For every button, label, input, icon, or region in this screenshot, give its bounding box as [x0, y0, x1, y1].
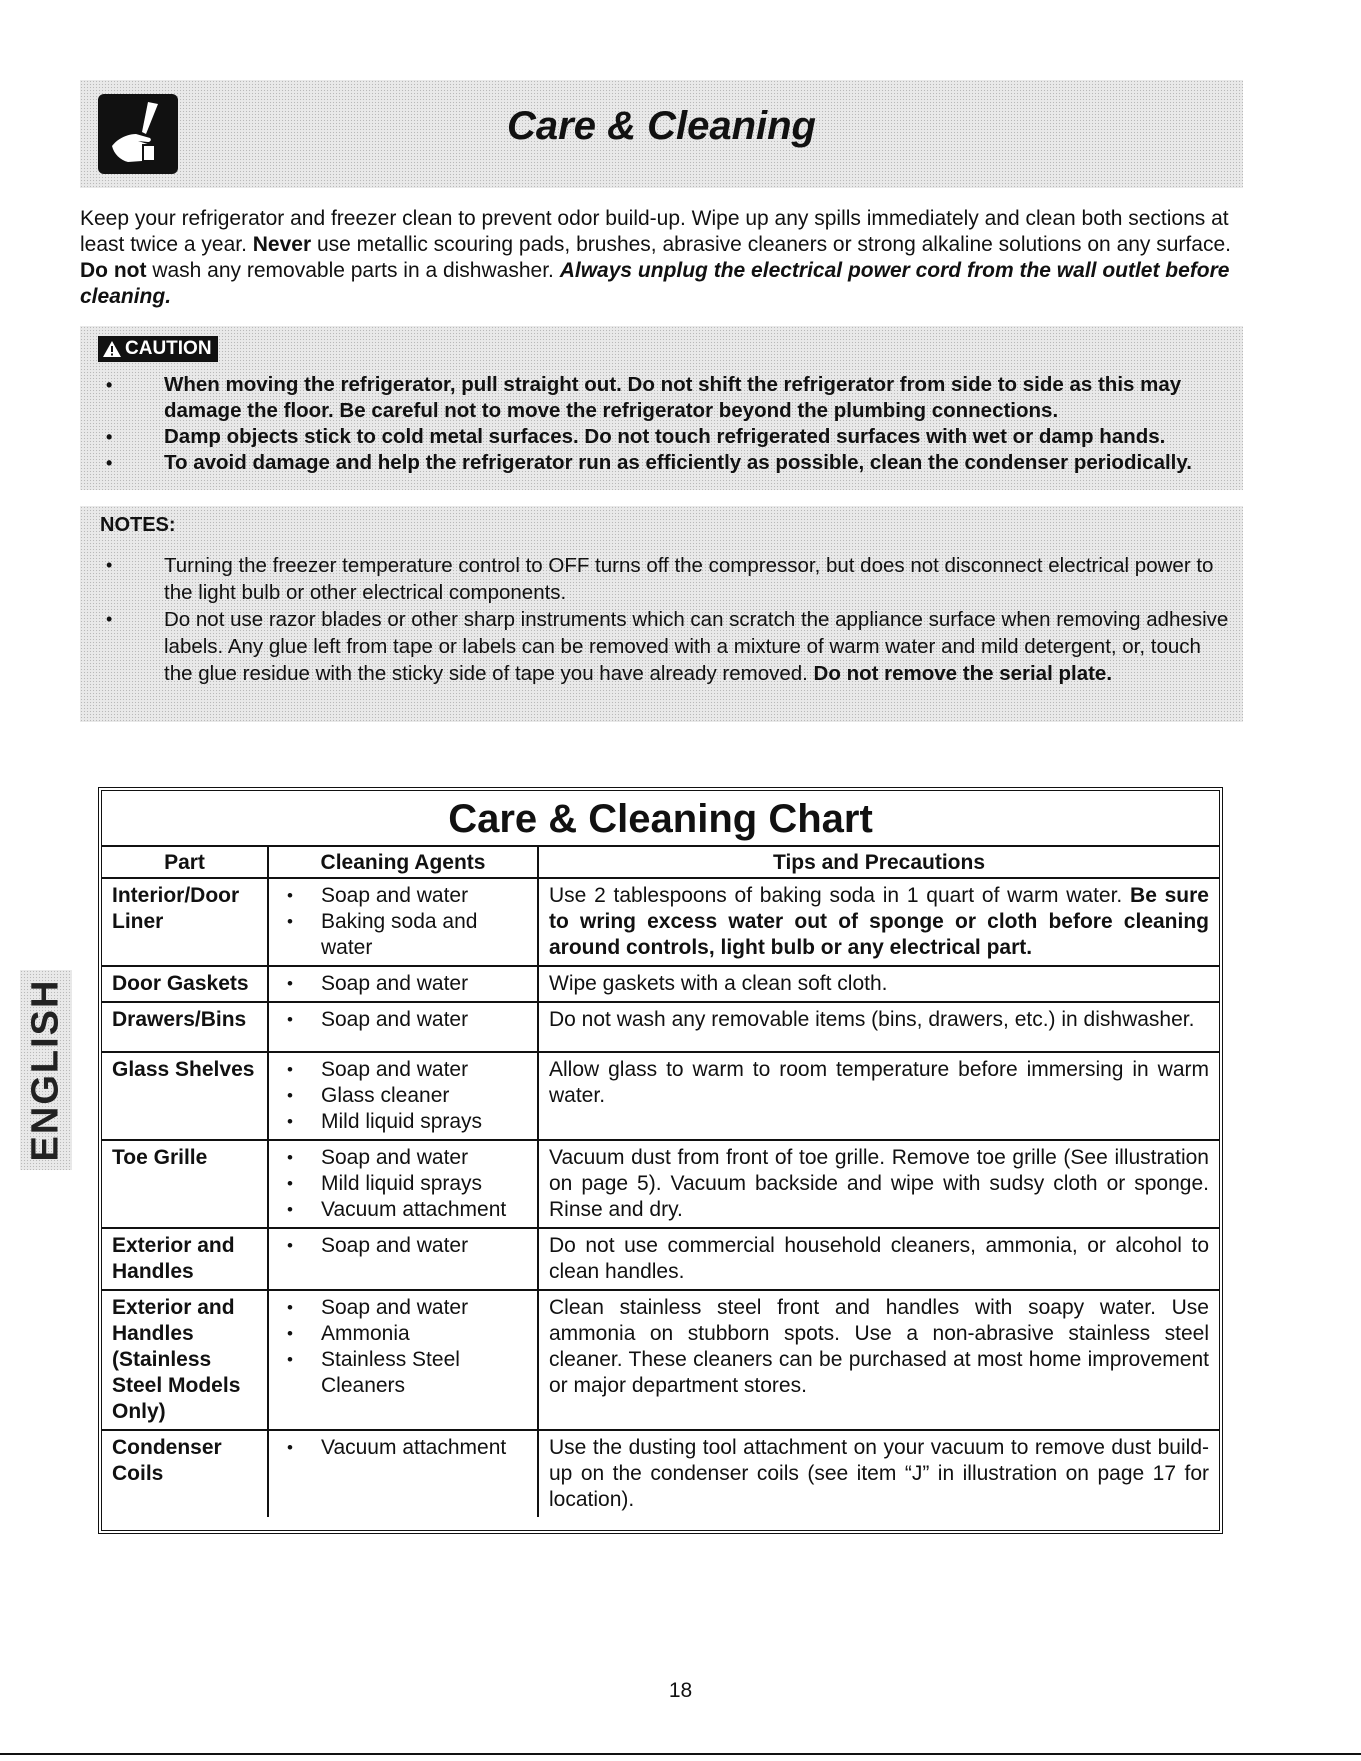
- part-cell: Exterior and Handles (Stainless Steel Models Only): [102, 1290, 268, 1430]
- intro-text-3: wash any removable parts in a dishwasher.: [146, 259, 560, 282]
- tips-text: Do not use commercial household cleaners, ammonia, or alcohol to clean handles.: [549, 1234, 1209, 1283]
- part-cell: Glass Shelves: [102, 1052, 268, 1140]
- warning-triangle-icon: [102, 340, 122, 358]
- notes-box: [80, 506, 1243, 722]
- agents-list: [279, 1145, 527, 1223]
- table-header-row: [102, 847, 1219, 878]
- tips-text: Wipe gaskets with a clean soft cloth.: [549, 972, 888, 995]
- table-row: [102, 1140, 1219, 1228]
- agents-cell: [268, 1140, 538, 1228]
- list-item: • Stainless Steel Cleaners: [279, 1347, 527, 1399]
- list-item: • Soap and water: [279, 1145, 527, 1171]
- tips-text: Use 2 tablespoons of baking soda in 1 quart of warm water.: [549, 884, 1131, 907]
- list-item: • To avoid damage and help the refrigerator run as efficiently as possible, clean the condenser periodically.: [94, 450, 1233, 476]
- agents-list: [279, 883, 527, 961]
- tips-text: Allow glass to warm to room temperature before immersing in warm water.: [549, 1058, 1209, 1107]
- chart-title: Care & Cleaning Chart: [102, 791, 1219, 847]
- list-item: • Soap and water: [279, 1295, 527, 1321]
- part-cell: Condenser Coils: [102, 1430, 268, 1517]
- tips-cell: [538, 1140, 1219, 1228]
- intro-do-not: Do not: [80, 259, 147, 282]
- list-item: • Soap and water: [279, 1233, 527, 1259]
- list-item: [94, 606, 1233, 687]
- agents-cell: [268, 1228, 538, 1290]
- language-side-tab: [20, 970, 72, 1170]
- list-item: • Vacuum attachment: [279, 1197, 527, 1223]
- table-row: [102, 966, 1219, 1002]
- intro-text-2: use metallic scouring pads, brushes, abrasive cleaners or strong alkaline solutions on any surface.: [311, 233, 1231, 256]
- agents-list: [279, 1233, 527, 1259]
- list-item: • Mild liquid sprays: [279, 1109, 527, 1135]
- caution-list: [94, 372, 1233, 476]
- agents-cell: [268, 1430, 538, 1517]
- part-cell: Exterior and Handles: [102, 1228, 268, 1290]
- list-item: • Soap and water: [279, 1057, 527, 1083]
- part-cell: Drawers/Bins: [102, 1002, 268, 1052]
- list-item: [94, 552, 1233, 606]
- list-item: • Mild liquid sprays: [279, 1171, 527, 1197]
- agents-list: [279, 971, 527, 997]
- list-item: • Damp objects stick to cold metal surfaces. Do not touch refrigerated surfaces with wet or damp hands.: [94, 424, 1233, 450]
- page-title: Care & Cleaning: [507, 104, 816, 148]
- table-row: [102, 1430, 1219, 1517]
- agents-list: [279, 1057, 527, 1135]
- column-header-agents: Cleaning Agents: [268, 847, 538, 878]
- tips-cell: [538, 1290, 1219, 1430]
- list-item: • Baking soda and water: [279, 909, 527, 961]
- agents-cell: [268, 878, 538, 966]
- tips-cell: [538, 878, 1219, 966]
- intro-paragraph: [80, 206, 1250, 310]
- list-item: • When moving the refrigerator, pull straight out. Do not shift the refrigerator from side to side as this may damage the floor. Be careful not to move the refrigerator beyond the plumbing connections.: [94, 372, 1233, 424]
- agents-list: [279, 1295, 527, 1399]
- tips-cell: [538, 1002, 1219, 1052]
- cleaning-table: [102, 847, 1219, 1517]
- tips-cell: [538, 1430, 1219, 1517]
- agents-list: [279, 1007, 527, 1033]
- note-text: Do not use razor blades or other sharp instruments which can scratch the appliance surface when removing adhesive labels. Any glue left from tape or labels can be removed with a mixture of warm water and mild detergent, or, touch the glue residue with the sticky side of tape you have already removed.: [164, 608, 1229, 685]
- agents-cell: [268, 966, 538, 1002]
- list-item: • Soap and water: [279, 1007, 527, 1033]
- list-item: • Vacuum attachment: [279, 1435, 527, 1461]
- page-number: 18: [668, 1679, 693, 1702]
- table-row: [102, 1052, 1219, 1140]
- table-row: [102, 1290, 1219, 1430]
- part-cell: Interior/Door Liner: [102, 878, 268, 966]
- list-item: • Ammonia: [279, 1321, 527, 1347]
- tips-cell: [538, 966, 1219, 1002]
- tips-cell: [538, 1228, 1219, 1290]
- part-cell: Toe Grille: [102, 1140, 268, 1228]
- tips-cell: [538, 1052, 1219, 1140]
- notes-label: NOTES:: [100, 514, 176, 536]
- note-bold-text: Do not remove the serial plate.: [813, 662, 1113, 685]
- part-cell: Door Gaskets: [102, 966, 268, 1002]
- intro-text-1: Keep your refrigerator and freezer clean to prevent odor build-up. Wipe up any spills immediately and clean both sections at least twice a year.: [80, 207, 1229, 256]
- section-header: [80, 80, 1243, 188]
- list-item: • Soap and water: [279, 971, 527, 997]
- intro-warning: Always unplug the electrical power cord from the wall outlet before cleaning.: [80, 259, 1230, 308]
- bottom-rule: [0, 1753, 1361, 1755]
- intro-never: Never: [252, 233, 312, 256]
- caution-label-text: CAUTION: [125, 338, 212, 359]
- table-body: [102, 878, 1219, 1517]
- column-header-tips: Tips and Precautions: [538, 847, 1219, 878]
- tips-text: Use the dusting tool attachment on your vacuum to remove dust build-up on the condenser coils (see item “J” in illustration on page 17 for location).: [549, 1436, 1209, 1511]
- agents-cell: [268, 1290, 538, 1430]
- agents-cell: [268, 1052, 538, 1140]
- table-row: [102, 878, 1219, 966]
- language-label: ENGLISH: [24, 978, 67, 1162]
- cleaning-chart: [98, 787, 1223, 1534]
- caution-label: [98, 336, 218, 362]
- tips-text: Do not wash any removable items (bins, drawers, etc.) in dishwasher.: [549, 1008, 1195, 1031]
- notes-list: [94, 552, 1233, 687]
- tips-text: Clean stainless steel front and handles with soapy water. Use ammonia on stubborn spots. Use a non-abrasive stainless steel cleaner. These cleaners can be purchased at most home improvement or major department stores.: [549, 1296, 1209, 1397]
- agents-cell: [268, 1002, 538, 1052]
- table-row: [102, 1228, 1219, 1290]
- list-item: • Glass cleaner: [279, 1083, 527, 1109]
- column-header-part: Part: [102, 847, 268, 878]
- caution-box: [80, 326, 1243, 490]
- tips-bold-text: Be sure to wring excess water out of sponge or cloth before cleaning around controls, light bulb or any electrical part.: [549, 884, 1209, 959]
- tips-text: Vacuum dust from front of toe grille. Remove toe grille (See illustration on page 5). Vacuum backside and wipe with sudsy cloth or sponge. Rinse and dry.: [549, 1146, 1209, 1221]
- list-item: • Soap and water: [279, 883, 527, 909]
- table-row: [102, 1002, 1219, 1052]
- note-text: Turning the freezer temperature control to OFF turns off the compressor, but does not disconnect electrical power to the light bulb or other electrical components.: [164, 554, 1214, 604]
- agents-list: [279, 1435, 527, 1461]
